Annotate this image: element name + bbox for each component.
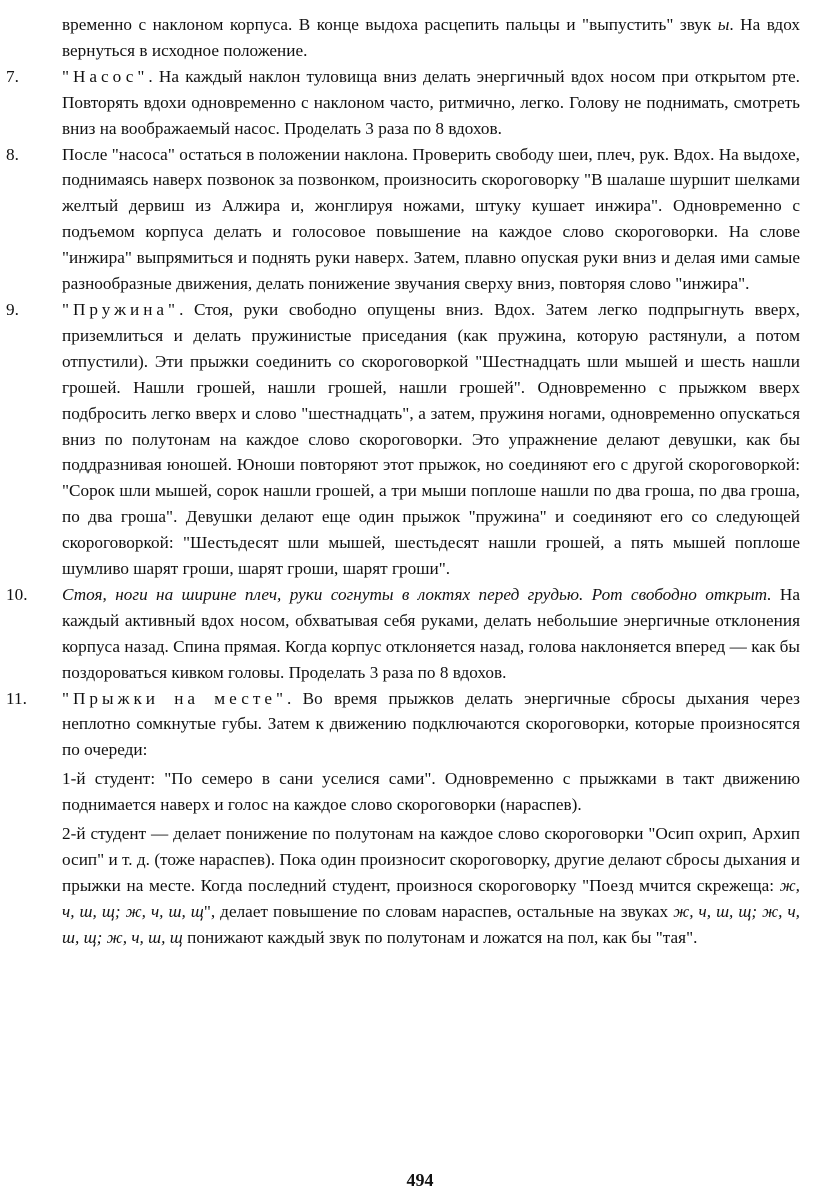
exercise-9-text: . Стоя, руки свободно опущены вниз. Вдох. Затем легко подпрыгнуть вверх, приземлиться и делать пружинистые приседания (как пружина, которую растянули, а потом отпустили). Эти прыжки соединить со скороговоркой "Шестнадцать шли мышей и шесть нашли грошей. Нашли грошей, нашли грошей, нашли грошей". Одновременно с прыжком вверх подбросить легко вверх и слово "шестнадцать", а затем, пружиня ногами, одновременно опускаться вниз по полутонам на каждое слово скороговорки. Это упражнение делают девушки, как бы поддразнивая юношей. Юноши повторяют этот прыжок, но соединяют его с другой скороговоркой: "Сорок шли мышей, сорок нашли грошей, а три мыши поплоше нашли по два гроша, по два гроша, по два гроша". Девушки делают еще один прыжок "пружина" и соединяют его со следующей скороговоркой: "Шестьдесят шли мышей, шестьдесят нашли грошей, а пять мышей поплоше шумливо шарят гроши, шарят гроши, шарят гроши". xyxy=(62,299,800,579)
exercise-9-title: "Пружина" xyxy=(62,299,180,319)
exercise-8 xyxy=(4,142,800,297)
exercise-7-title: "Насос" xyxy=(62,66,149,86)
exercise-10-text: На каждый активный вдох носом, обхватывая себя руками, делать небольшие энергичные отклонения корпуса назад. Спина прямая. Когда корпус отклоняется назад, голова наклоняется вперед — как бы поздороваться кивком головы. Проделать 3 раза по 8 вдохов. xyxy=(62,584,800,682)
exercise-11 xyxy=(4,686,800,764)
student-2-paragraph xyxy=(62,821,800,951)
exercise-7-text: . На каждый наклон туловища вниз делать энергичный вдох носом при открытом рте. Повторять вдохи одновременно с наклоном часто, ритмично, легко. Голову не поднимать, смотреть вниз на воображаемый насос. Проделать 3 раза по 8 вдохов. xyxy=(62,66,800,138)
student-1-paragraph xyxy=(62,766,800,818)
student-2-sounds-1: ж, ч, ш, щ; ж, ч, ш, щ xyxy=(62,875,800,921)
exercise-11-title: "Прыжки на месте" xyxy=(62,688,288,708)
exercise-9-number: 9. xyxy=(6,299,19,319)
student-2-text-mid: ", делает повышение по словам нараспев, остальные на звуках xyxy=(203,901,674,921)
student-2-text-post: понижают каждый звук по полутонам и ложатся на пол, как бы "тая". xyxy=(182,927,698,947)
exercise-7 xyxy=(4,64,800,142)
exercise-8-text: После "насоса" остаться в положении наклона. Проверить свободу шеи, плеч, рук. Вдох. На выдохе, поднимаясь наверх позвонок за позвонком, произносить скороговорку "В шалаше шуршит шелками желтый дервиш из Алжира и, жонглируя ножами, штуку кушает инжира". Одновременно с подъемом корпуса делать и голосовое повышение на каждое слово скороговорки. На слове "инжира" выпрямиться и поднять руки наверх. Затем, плавно опуская руки вниз и делая ими самые разнообразные движения, делать понижение звучания сверху вниз, повторяя слово "инжира". xyxy=(62,144,800,294)
student-1-text: 1-й студент: "По семеро в сани уселися сами". Одновременно с прыжками в такт движению поднимается наверх и голос на каждое слово скороговорки (нараспев). xyxy=(62,769,800,815)
intro-sound: ы xyxy=(717,15,730,34)
exercise-8-number: 8. xyxy=(6,144,19,164)
exercise-11-number: 11. xyxy=(6,688,27,708)
exercise-10 xyxy=(4,582,800,686)
student-2-text-pre: 2-й студент — делает понижение по полутонам на каждое слово скороговорки "Осип охрип, Архип осип" и т. д. (тоже нараспев). Пока один произносит скороговорку, другие делают сбросы дыхания и прыжки на месте. Когда последний студент, произнося скороговорку "Поезд мчится скрежеща: xyxy=(62,824,800,895)
student-2-sounds-2: ж, ч, ш, щ; ж, ч, ш, щ; ж, ч, ш, щ xyxy=(62,901,801,947)
exercise-9 xyxy=(4,297,800,582)
exercise-7-number: 7. xyxy=(6,66,19,86)
exercise-10-number: 10. xyxy=(6,584,28,604)
intro-paragraph xyxy=(62,12,800,64)
intro-text-post: . На вдох вернуться в исходное положение. xyxy=(62,15,801,60)
intro-text-pre: временно с наклоном корпуса. В конце выдоха расцепить пальцы и "выпустить" звук xyxy=(62,15,718,34)
page-number: 494 xyxy=(406,1170,434,1190)
exercise-11-text: . Во время прыжков делать энергичные сбросы дыхания через неплотно сомкнутые губы. Затем к движению подключаются скороговорки, которые произносятся по очереди: xyxy=(62,688,800,760)
exercise-10-italic: Стоя, ноги на ширине плеч, руки согнуты в локтях перед грудью. Рот свободно открыт. xyxy=(62,584,772,604)
